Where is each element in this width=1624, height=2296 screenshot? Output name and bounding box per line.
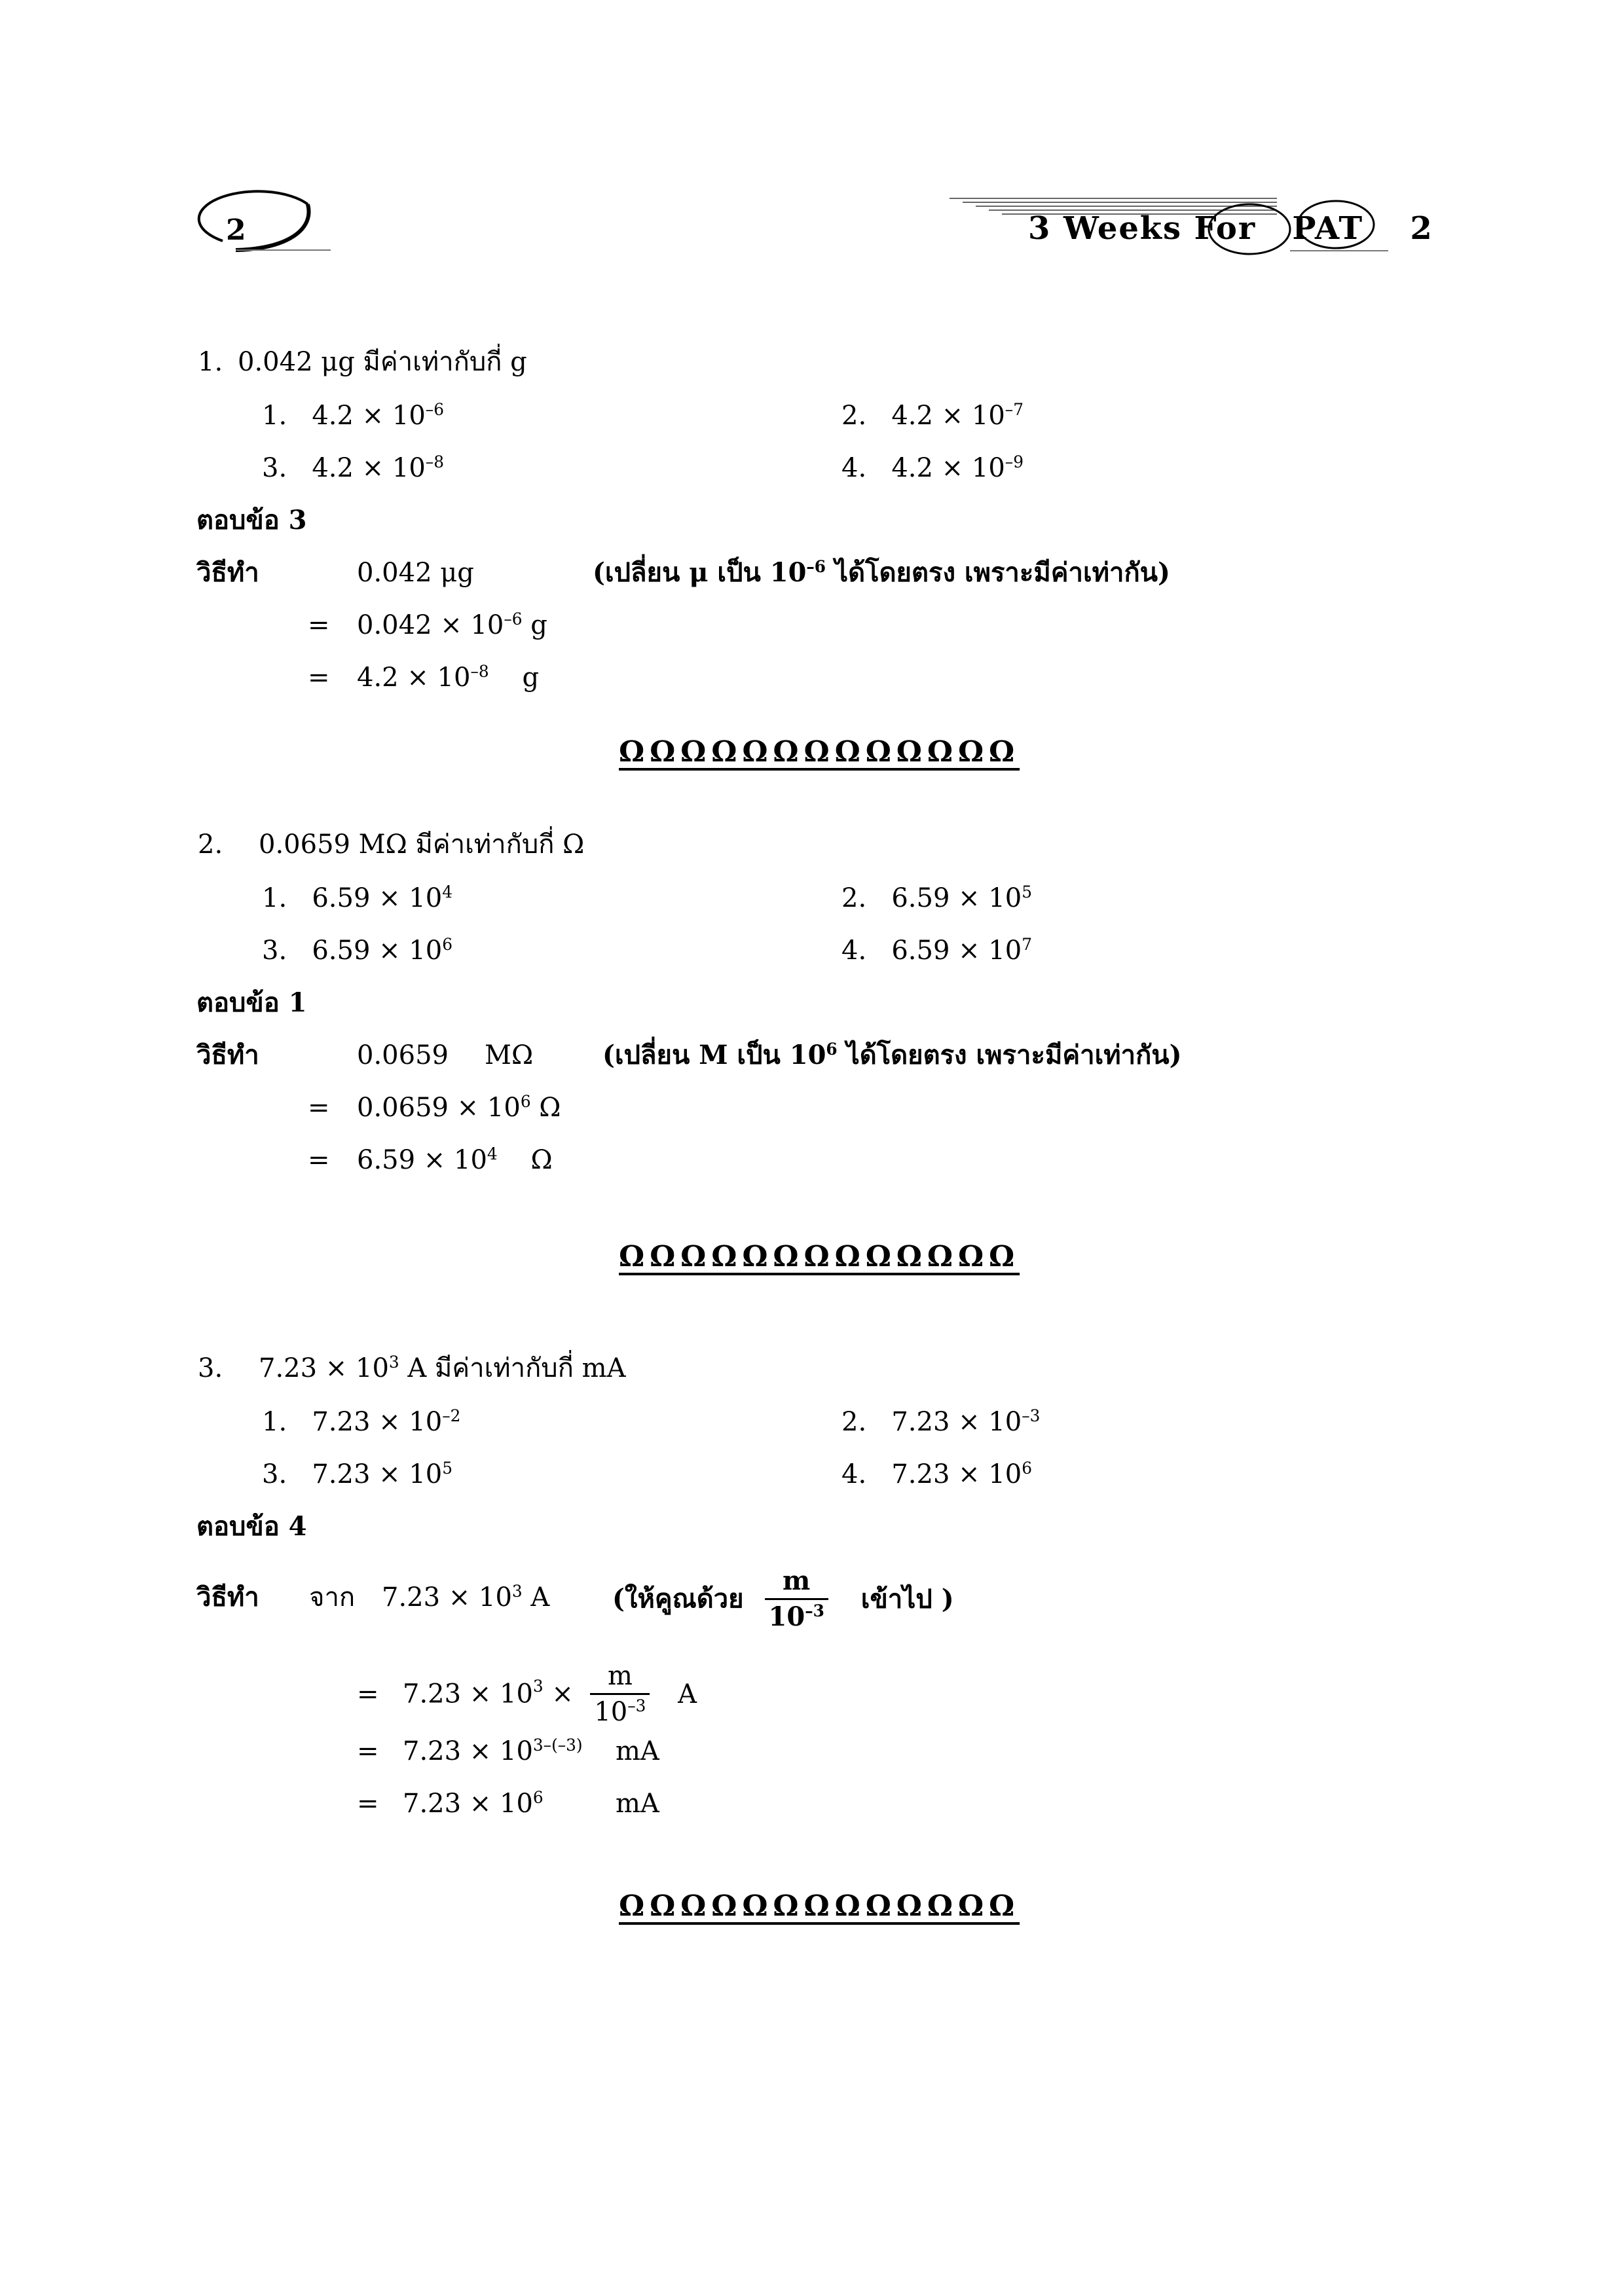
problem-2-choice-1	[262, 885, 452, 911]
header-badge-number: 2	[1410, 210, 1433, 247]
problem-2-step-1	[357, 1092, 561, 1123]
choice-exponent: –6	[425, 400, 444, 420]
note-exponent: –6	[806, 557, 826, 577]
choice-exponent: 6	[442, 935, 453, 955]
fraction-denominator	[590, 1695, 650, 1725]
problem-1-step-2	[357, 662, 540, 693]
choice-mantissa: 7.23 × 10	[312, 1407, 443, 1437]
choice-exponent: –2	[442, 1406, 461, 1426]
choice-label: 4.	[841, 1459, 867, 1489]
problem-1-step-2-eq: =	[308, 663, 330, 693]
choice-mantissa: 4.2 × 10	[312, 401, 426, 431]
problem-1-step-1-eq: =	[308, 610, 330, 640]
step-exponent: –6	[504, 610, 523, 629]
step-exponent: 6	[520, 1092, 531, 1112]
problem-1-choice-1	[262, 400, 444, 431]
step-text: 7.23 × 10	[403, 1736, 533, 1766]
question-text: 7.23 × 10	[259, 1353, 389, 1383]
choice-mantissa: 7.23 × 10	[312, 1459, 443, 1489]
step-text: 0.0659 × 10	[357, 1093, 521, 1123]
choice-exponent: 6	[1022, 1459, 1033, 1478]
step-unit: A	[678, 1679, 697, 1709]
choice-label: 1.	[262, 883, 287, 913]
note-fraction	[765, 1565, 828, 1632]
step-exponent: 6	[532, 1788, 544, 1808]
step-operator: ×	[543, 1679, 582, 1709]
header-title-prefix: 3 Weeks For	[1028, 210, 1257, 247]
problem-2-step-0-note	[602, 1042, 1182, 1068]
problem-3-method-label: วิธีทำ	[196, 1582, 259, 1613]
problem-3-step-3	[403, 1788, 544, 1819]
problem-3-number: 3.	[198, 1353, 223, 1383]
question-text: A มีค่าเท่ากับกี่ mA	[399, 1353, 626, 1383]
step-unit: Ω	[497, 1145, 553, 1175]
step-unit: g	[522, 610, 547, 640]
choice-mantissa: 6.59 × 10	[891, 883, 1022, 913]
problem-1-step-0-value: 0.042 μg	[357, 558, 474, 588]
problem-1-number: 1.	[198, 347, 223, 377]
choice-label: 3.	[262, 936, 287, 966]
step-unit: Ω	[530, 1093, 561, 1123]
fraction-denominator-base: 10	[594, 1697, 628, 1727]
step-unit: A	[522, 1582, 550, 1613]
problem-2-step-2-eq: =	[308, 1145, 330, 1175]
fraction-numerator: m	[590, 1663, 650, 1695]
step-exponent: 3	[532, 1676, 544, 1696]
choice-exponent: 4	[442, 883, 453, 902]
separator-1: ΩΩΩΩΩΩΩΩΩΩΩΩΩ	[619, 735, 1020, 769]
question-exponent: 3	[388, 1353, 399, 1372]
step-text: 4.2 × 10	[357, 663, 471, 693]
step-text: 6.59 × 10	[357, 1145, 487, 1175]
problem-3-step-0-value	[382, 1584, 549, 1611]
problem-1-step-1	[357, 612, 547, 638]
choice-mantissa: 6.59 × 10	[312, 883, 443, 913]
fraction-denominator	[765, 1600, 828, 1630]
problem-3-step-2-unit: mA	[616, 1736, 659, 1766]
choice-label: 3.	[262, 453, 287, 483]
step-exponent: –8	[470, 662, 489, 682]
choice-exponent: 5	[442, 1459, 453, 1478]
problem-1-choice-3	[262, 452, 444, 483]
page-number-badge	[196, 190, 347, 262]
problem-3-step-0-from: จาก	[309, 1582, 356, 1613]
problem-2-method-label: วิธีทำ	[196, 1040, 259, 1070]
problem-2-step-1-eq: =	[308, 1093, 330, 1123]
note-text: (เปลี่ยน μ เป็น 10	[593, 557, 807, 588]
problem-2-question: 0.0659 MΩ มีค่าเท่ากับกี่ Ω	[259, 829, 585, 860]
fraction-numerator: m	[765, 1568, 828, 1600]
choice-mantissa: 6.59 × 10	[312, 936, 443, 966]
problem-3-step-3-eq: =	[357, 1789, 379, 1819]
problem-3-step-0-note	[612, 1565, 954, 1632]
page-number: 2	[226, 213, 246, 247]
note-text: เข้าไป )	[860, 1583, 954, 1614]
problem-2-step-0-value: 0.0659	[357, 1040, 449, 1070]
choice-mantissa: 4.2 × 10	[891, 453, 1005, 483]
problem-2-number: 2.	[198, 829, 223, 860]
step-text: 7.23 × 10	[403, 1789, 533, 1819]
step-unit: g	[489, 663, 540, 693]
step-exponent: 3	[511, 1582, 523, 1601]
note-text: (ให้คูณด้วย	[612, 1583, 744, 1614]
choice-label: 4.	[841, 453, 867, 483]
problem-1-method-label: วิธีทำ	[196, 557, 259, 588]
problem-2-choice-3	[262, 935, 453, 966]
choice-exponent: 5	[1022, 883, 1033, 902]
problem-3-choice-2	[841, 1406, 1041, 1437]
problem-2-answer: ตอบข้อ 1	[196, 987, 307, 1018]
choice-mantissa: 4.2 × 10	[312, 453, 426, 483]
problem-2-choice-2	[841, 885, 1032, 911]
choice-label: 2.	[841, 1407, 867, 1437]
choice-exponent: –7	[1005, 400, 1024, 420]
header-title	[1028, 210, 1433, 247]
header-badge: PAT	[1292, 210, 1364, 247]
choice-exponent: –3	[1022, 1406, 1041, 1426]
problem-3-answer: ตอบข้อ 4	[196, 1511, 307, 1542]
step-fraction	[590, 1663, 650, 1725]
problem-1-choice-2	[841, 400, 1024, 431]
choice-label: 1.	[262, 1407, 287, 1437]
note-text: ได้โดยตรง เพราะมีค่าเท่ากัน)	[837, 1040, 1182, 1070]
choice-mantissa: 4.2 × 10	[891, 401, 1005, 431]
fraction-denominator-base: 10	[768, 1601, 805, 1632]
problem-2-step-2	[357, 1144, 553, 1175]
note-text: (เปลี่ยน M เป็น 10	[602, 1040, 826, 1070]
fraction-denominator-exponent: –3	[627, 1696, 646, 1716]
note-text: ได้โดยตรง เพราะมีค่าเท่ากัน)	[826, 557, 1170, 588]
fraction-denominator-exponent: –3	[805, 1601, 824, 1621]
problem-1-answer: ตอบข้อ 3	[196, 505, 307, 536]
problem-1-question: 0.042 μg มีค่าเท่ากับกี่ g	[238, 347, 527, 377]
choice-mantissa: 6.59 × 10	[891, 936, 1022, 966]
choice-label: 3.	[262, 1459, 287, 1489]
choice-label: 2.	[841, 883, 867, 913]
problem-3-step-2	[403, 1738, 583, 1764]
separator-2: ΩΩΩΩΩΩΩΩΩΩΩΩΩ	[619, 1240, 1020, 1273]
problem-3-step-3-unit: mA	[616, 1789, 659, 1819]
choice-label: 2.	[841, 401, 867, 431]
separator-3: ΩΩΩΩΩΩΩΩΩΩΩΩΩ	[619, 1889, 1020, 1923]
choice-label: 1.	[262, 401, 287, 431]
choice-exponent: –8	[425, 452, 444, 472]
problem-2-step-0-unit: MΩ	[485, 1040, 534, 1070]
step-exponent: 3–(–3)	[532, 1736, 583, 1755]
problem-3-choice-4	[841, 1461, 1032, 1487]
problem-3-step-2-eq: =	[357, 1736, 379, 1766]
problem-3-choice-3	[262, 1461, 452, 1487]
choice-mantissa: 7.23 × 10	[891, 1459, 1022, 1489]
step-exponent: 4	[487, 1144, 498, 1164]
choice-exponent: –9	[1005, 452, 1024, 472]
problem-3-step-1-eq: =	[357, 1679, 379, 1709]
problem-1-step-0-note	[593, 557, 1170, 588]
problem-3-choice-1	[262, 1406, 461, 1437]
choice-exponent: 7	[1022, 935, 1033, 955]
step-text: 0.042 × 10	[357, 610, 504, 640]
problem-3-question	[259, 1355, 625, 1381]
choice-mantissa: 7.23 × 10	[891, 1407, 1022, 1437]
note-exponent: 6	[826, 1040, 838, 1059]
problem-3-step-1	[403, 1663, 697, 1725]
step-text: 7.23 × 10	[382, 1582, 512, 1613]
problem-1-choice-4	[841, 452, 1024, 483]
problem-2-choice-4	[841, 935, 1033, 966]
step-text: 7.23 × 10	[403, 1679, 533, 1709]
choice-label: 4.	[841, 936, 867, 966]
